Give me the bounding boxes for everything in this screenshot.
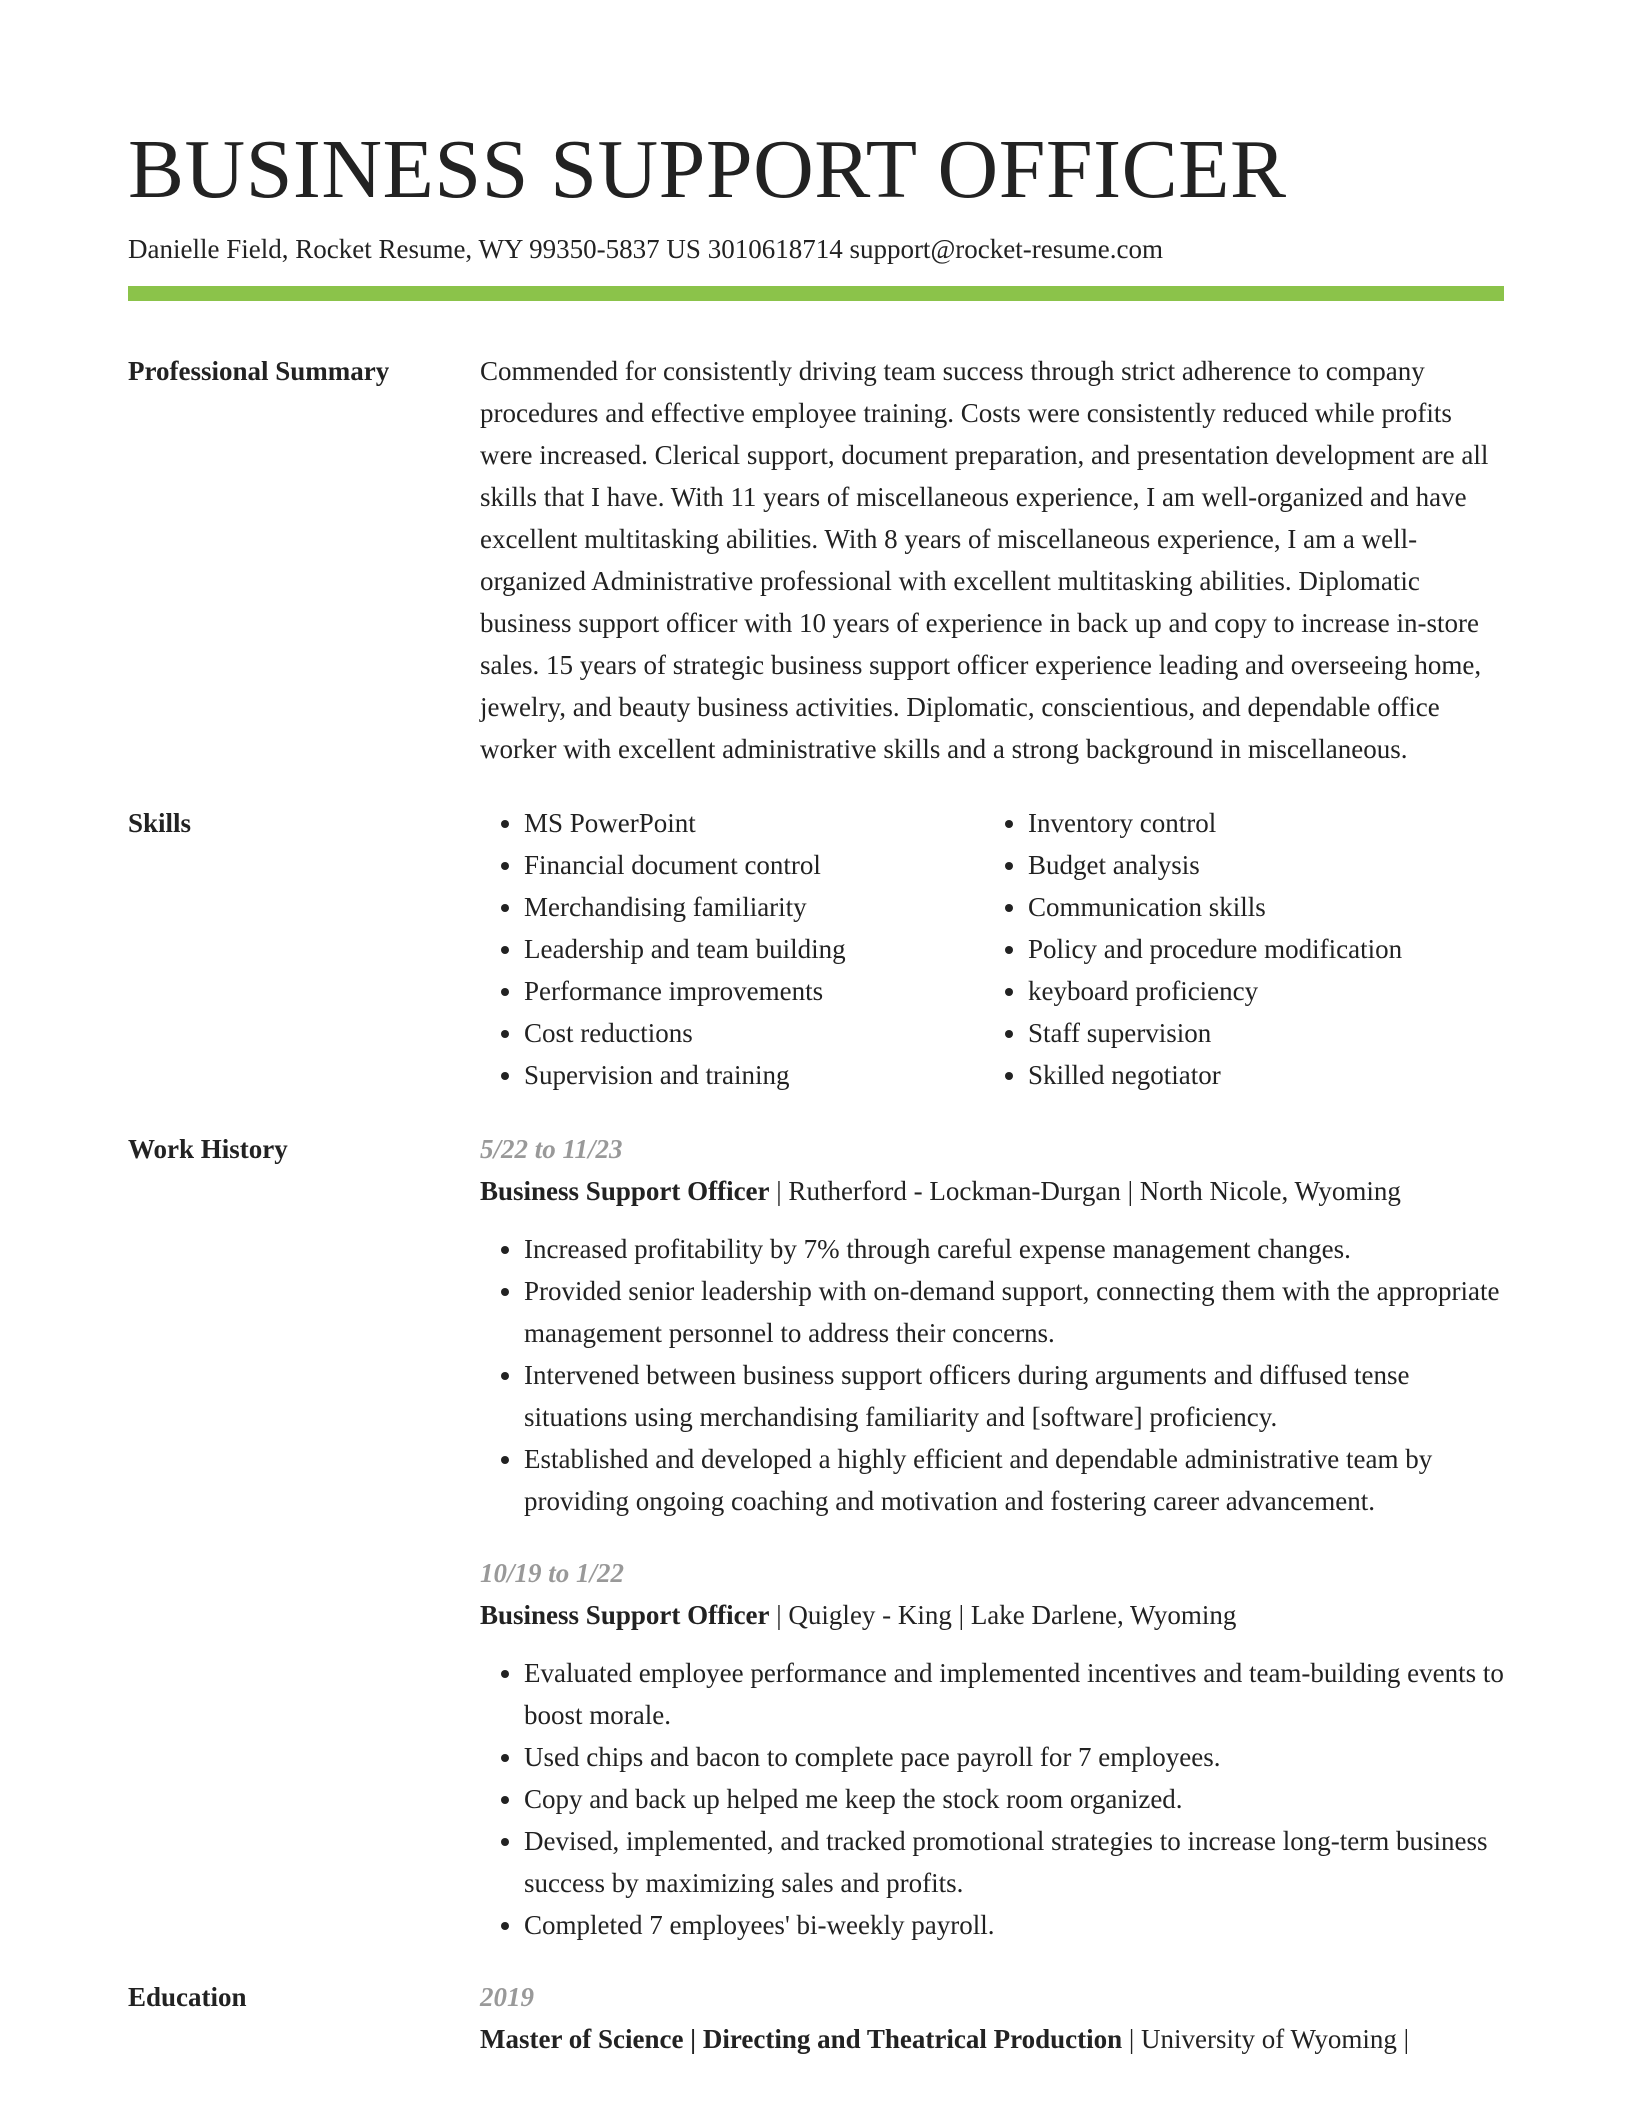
education-section — [128, 1976, 1504, 2060]
skills-section — [128, 802, 1504, 1096]
education-body — [480, 1976, 1504, 2060]
skill-item: • Skilled negotiator — [1028, 1054, 1488, 1096]
job-bullet-list — [480, 1228, 1504, 1522]
header-divider — [128, 286, 1504, 301]
job-bullet-list — [480, 1652, 1504, 1946]
summary-text: Commended for consistently driving team success through strict adherence to company procedures and effective employee training. Costs were consistently reduced while profits were increased. Clerical support, document preparation, and presentation development are all skills that I have. With 11 years of miscellaneous experience, I am well-organized and have excellent multitasking abilities. With 8 years of miscellaneous experience, I am a well-organized Administrative professional with excellent multitasking abilities. Diplomatic business support officer with 10 years of experience in back up and copy to increase in-store sales. 15 years of strategic business support officer experience leading and overseeing home, jewelry, and beauty business activities. Diplomatic, conscientious, and dependable office worker with excellent administrative skills and a strong background in miscellaneous. — [480, 356, 1489, 764]
skill-item: • Cost reductions — [524, 1012, 984, 1054]
job-dates: 5/22 to 11/23 — [480, 1134, 623, 1164]
job-heading-line — [480, 1594, 1504, 1636]
skill-item: • Performance improvements — [524, 970, 984, 1012]
job-bullet: • Increased profitability by 7% through careful expense management changes. — [524, 1228, 1504, 1270]
work-history-body — [480, 1128, 1504, 1976]
job-entry — [480, 1552, 1504, 1946]
skill-item: • MS PowerPoint — [524, 802, 984, 844]
contact-address: Rocket Resume, WY 99350-5837 US — [295, 234, 701, 264]
skill-item: • Communication skills — [1028, 886, 1488, 928]
contact-email: support@rocket-resume.com — [849, 234, 1163, 264]
job-bullet: • Completed 7 employees' bi-weekly payroll. — [524, 1904, 1504, 1946]
job-title: Business Support Officer — [480, 1600, 770, 1630]
job-bullet: • Devised, implemented, and tracked promotional strategies to increase long-term business success by maximizing sales and profits. — [524, 1820, 1504, 1904]
skill-item: • Leadership and team building — [524, 928, 984, 970]
work-history-heading: Work History — [128, 1134, 288, 1164]
skills-heading: Skills — [128, 808, 192, 838]
skill-item: • Budget analysis — [1028, 844, 1488, 886]
education-institution: | University of Wyoming | — [1122, 2024, 1410, 2054]
skill-item: • Supervision and training — [524, 1054, 984, 1096]
skills-list-left — [480, 802, 984, 1096]
skill-item: • Merchandising familiarity — [524, 886, 984, 928]
job-bullet: • Provided senior leadership with on-demand support, connecting them with the appropriate management personnel to address their concerns. — [524, 1270, 1504, 1354]
contact-line — [128, 232, 1163, 266]
job-details: | Rutherford - Lockman-Durgan | North Nicole, Wyoming — [769, 1176, 1401, 1206]
work-history-section — [128, 1128, 1504, 1976]
resume-content — [128, 350, 1504, 2060]
skill-item: • Financial document control — [524, 844, 984, 886]
job-bullet: • Copy and back up helped me keep the stock room organized. — [524, 1778, 1504, 1820]
job-bullet: • Established and developed a highly efficient and dependable administrative team by providing ongoing coaching and motivation and fostering career advancement. — [524, 1438, 1504, 1522]
job-bullet: • Intervened between business support officers during arguments and diffused tense situations using merchandising familiarity and [software] proficiency. — [524, 1354, 1504, 1438]
job-title: Business Support Officer — [480, 1176, 770, 1206]
skills-body — [480, 802, 1504, 1096]
skill-item: • Staff supervision — [1028, 1012, 1488, 1054]
job-entry — [480, 1128, 1504, 1522]
summary-body — [480, 350, 1504, 770]
skill-item: • keyboard proficiency — [1028, 970, 1488, 1012]
job-details: | Quigley - King | Lake Darlene, Wyoming — [769, 1600, 1237, 1630]
contact-name: Danielle Field, — [128, 234, 289, 264]
job-bullet: • Used chips and bacon to complete pace payroll for 7 employees. — [524, 1736, 1504, 1778]
education-line — [480, 2018, 1504, 2060]
job-bullet: • Evaluated employee performance and implemented incentives and team-building events to boost morale. — [524, 1652, 1504, 1736]
education-heading: Education — [128, 1982, 247, 2012]
summary-heading: Professional Summary — [128, 356, 390, 386]
page-title: BUSINESS SUPPORT OFFICER — [128, 123, 1287, 216]
contact-phone: 3010618714 — [707, 234, 843, 264]
education-date: 2019 — [480, 1982, 534, 2012]
education-degree: Master of Science | Directing and Theatrical Production — [480, 2024, 1123, 2054]
summary-section — [128, 350, 1504, 770]
job-heading-line — [480, 1170, 1504, 1212]
job-dates: 10/19 to 1/22 — [480, 1558, 625, 1588]
skill-item: • Policy and procedure modification — [1028, 928, 1488, 970]
skill-item: • Inventory control — [1028, 802, 1488, 844]
skills-list-right — [984, 802, 1488, 1096]
